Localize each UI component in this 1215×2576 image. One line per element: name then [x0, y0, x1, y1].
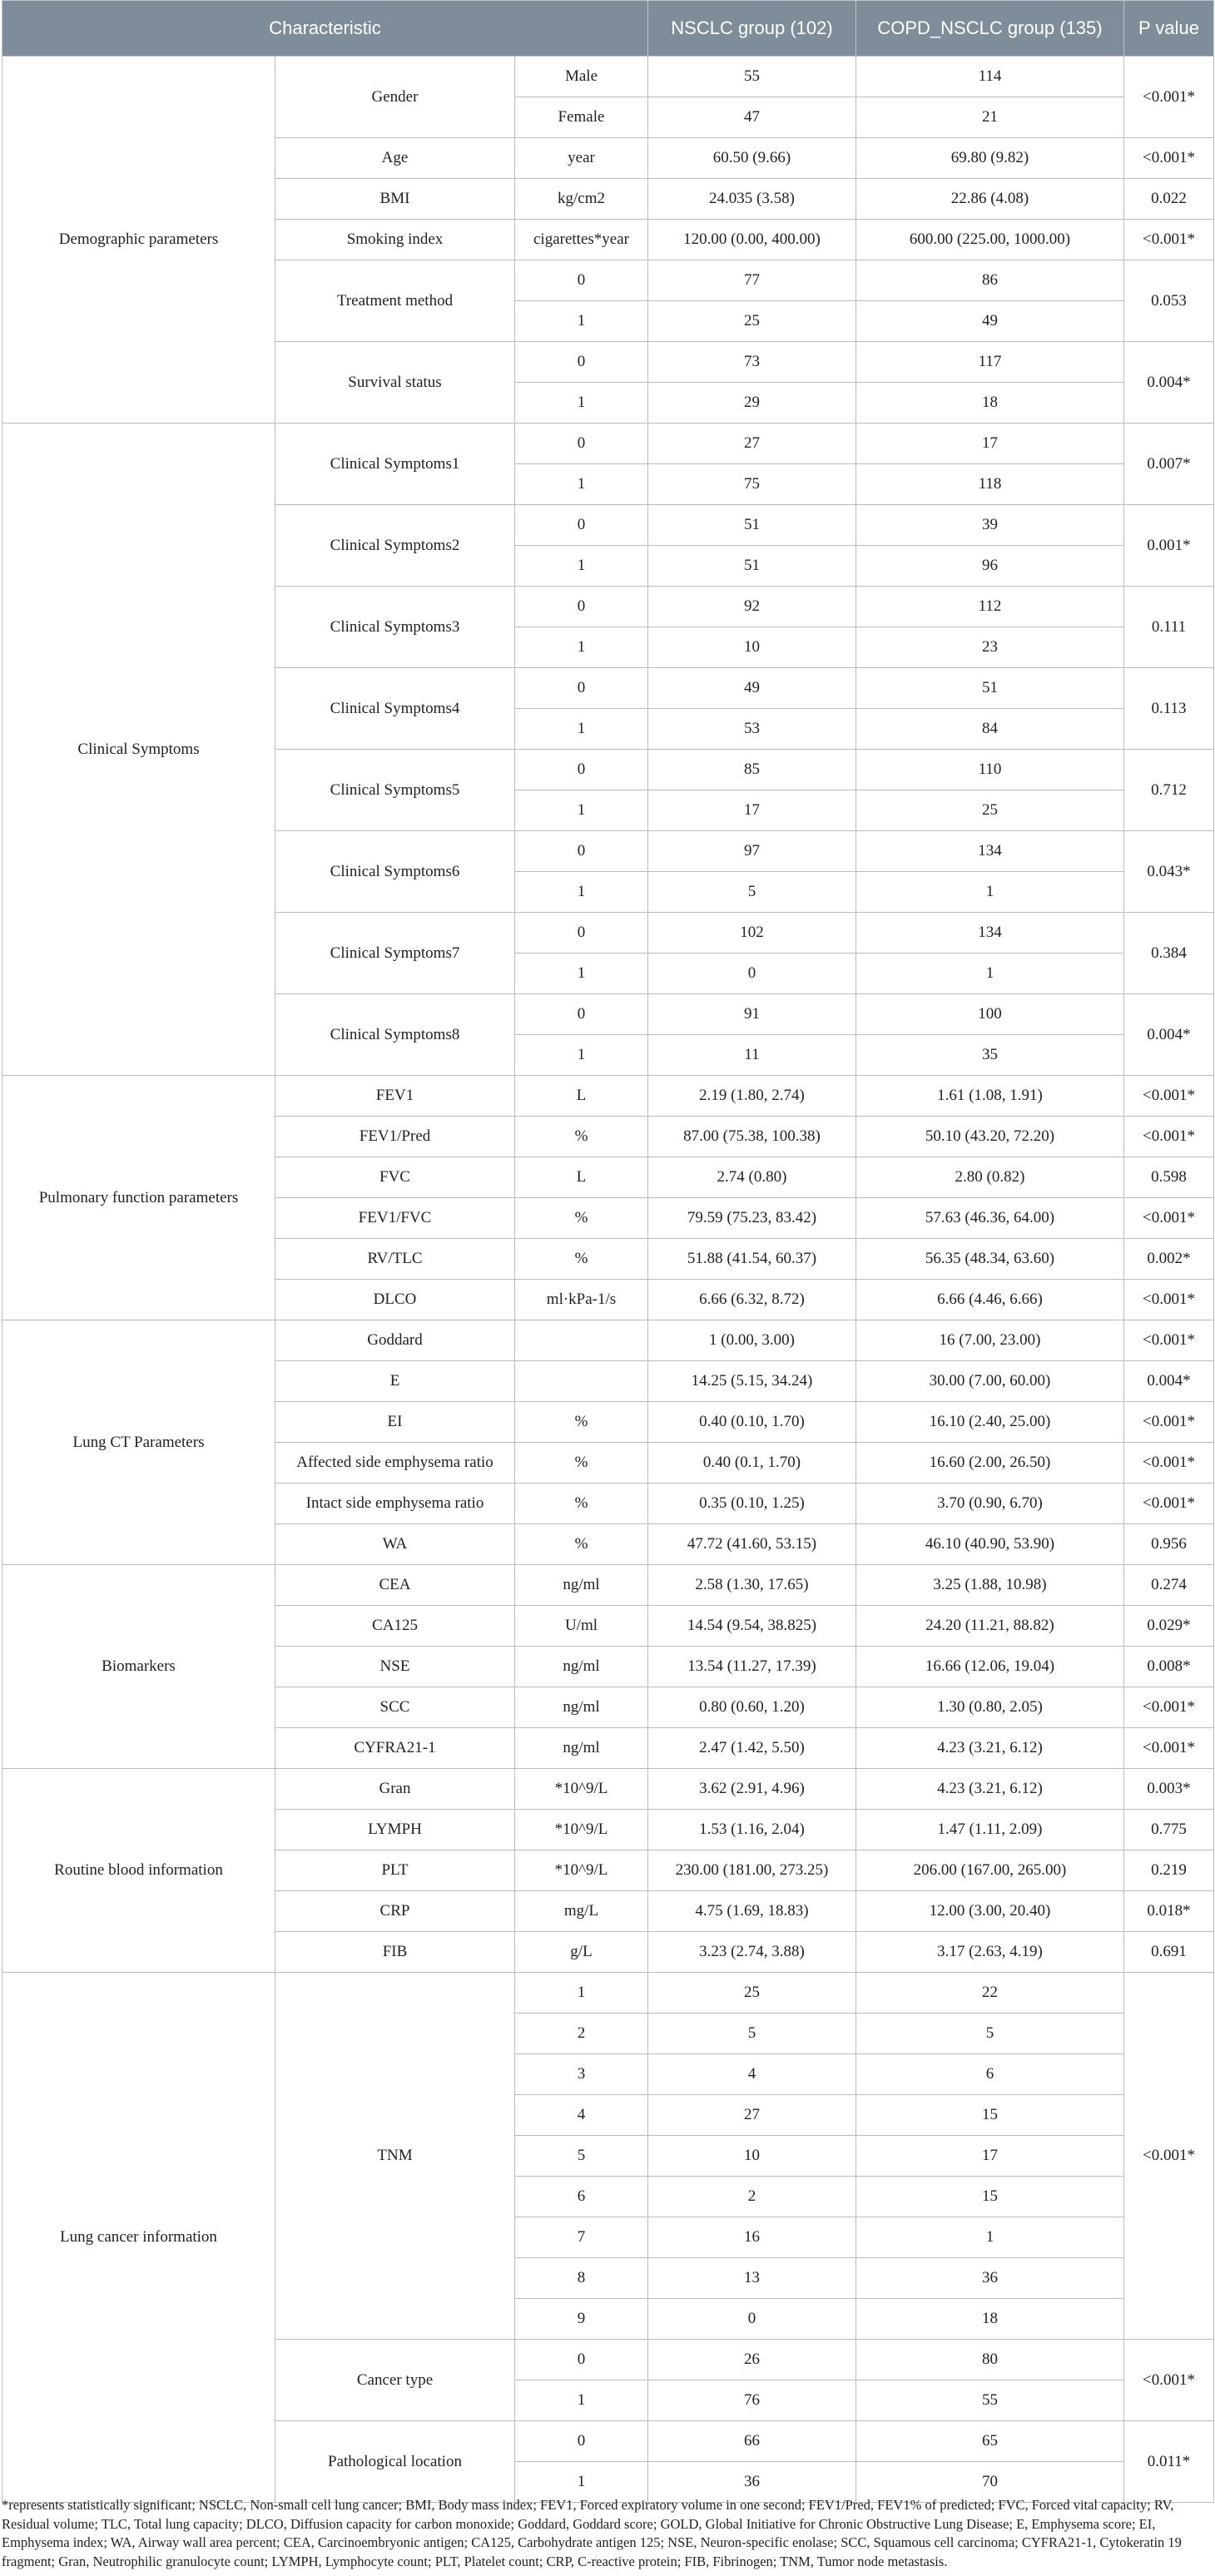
copd-nsclc-value: 112: [856, 587, 1124, 627]
group-name: Routine blood information: [2, 1769, 275, 1973]
p-value: 0.043*: [1124, 831, 1214, 913]
copd-nsclc-value: 5: [856, 2014, 1124, 2054]
characteristic-name: Smoking index: [275, 220, 515, 260]
group-name: Biomarkers: [2, 1565, 275, 1769]
p-value: 0.598: [1124, 1157, 1214, 1198]
unit-cell: ng/ml: [515, 1647, 648, 1687]
unit-cell: 3: [515, 2054, 648, 2095]
unit-cell: kg/cm2: [515, 179, 648, 220]
unit-cell: *10^9/L: [515, 1769, 648, 1810]
header-nsclc: NSCLC group (102): [648, 1, 856, 57]
copd-nsclc-value: 16 (7.00, 23.00): [856, 1320, 1124, 1361]
characteristic-name: Clinical Symptoms6: [275, 831, 515, 913]
characteristic-name: FVC: [275, 1157, 515, 1198]
nsclc-value: 14.25 (5.15, 34.24): [648, 1361, 856, 1402]
unit-cell: 1: [515, 1973, 648, 2014]
nsclc-value: 0: [648, 2299, 856, 2340]
nsclc-value: 2.74 (0.80): [648, 1157, 856, 1198]
copd-nsclc-value: 16.66 (12.06, 19.04): [856, 1647, 1124, 1687]
unit-cell: ng/ml: [515, 1728, 648, 1769]
nsclc-value: 51.88 (41.54, 60.37): [648, 1239, 856, 1280]
unit-cell: ml·kPa-1/s: [515, 1280, 648, 1320]
p-value: 0.053: [1124, 260, 1214, 342]
nsclc-value: 120.00 (0.00, 400.00): [648, 220, 856, 260]
characteristic-name: PLT: [275, 1850, 515, 1891]
copd-nsclc-value: 2.80 (0.82): [856, 1157, 1124, 1198]
characteristic-name: Pathological location: [275, 2421, 515, 2503]
unit-cell: %: [515, 1524, 648, 1565]
copd-nsclc-value: 51: [856, 668, 1124, 709]
unit-cell: ng/ml: [515, 1687, 648, 1728]
copd-nsclc-value: 30.00 (7.00, 60.00): [856, 1361, 1124, 1402]
table-row: [2, 1565, 1214, 1606]
copd-nsclc-value: 6: [856, 2054, 1124, 2095]
p-value: <0.001*: [1124, 1484, 1214, 1524]
nsclc-value: 77: [648, 260, 856, 301]
copd-nsclc-value: 46.10 (40.90, 53.90): [856, 1524, 1124, 1565]
unit-cell: g/L: [515, 1932, 648, 1973]
p-value: <0.001*: [1124, 138, 1214, 179]
p-value: 0.004*: [1124, 1361, 1214, 1402]
characteristic-name: FEV1/Pred: [275, 1117, 515, 1157]
characteristic-name: CRP: [275, 1891, 515, 1932]
characteristic-name: BMI: [275, 179, 515, 220]
characteristic-name: FIB: [275, 1932, 515, 1973]
unit-cell: 5: [515, 2136, 648, 2177]
copd-nsclc-value: 50.10 (43.20, 72.20): [856, 1117, 1124, 1157]
nsclc-value: 47.72 (41.60, 53.15): [648, 1524, 856, 1565]
unit-cell: 4: [515, 2095, 648, 2136]
unit-cell: %: [515, 1484, 648, 1524]
p-value: 0.007*: [1124, 424, 1214, 505]
characteristic-name: E: [275, 1361, 515, 1402]
unit-cell: 1: [515, 546, 648, 587]
nsclc-value: 29: [648, 383, 856, 424]
copd-nsclc-value: 23: [856, 627, 1124, 668]
copd-nsclc-value: 24.20 (11.21, 88.82): [856, 1606, 1124, 1647]
p-value: 0.004*: [1124, 342, 1214, 424]
characteristic-name: Goddard: [275, 1320, 515, 1361]
nsclc-value: 2.47 (1.42, 5.50): [648, 1728, 856, 1769]
copd-nsclc-value: 3.70 (0.90, 6.70): [856, 1484, 1124, 1524]
nsclc-value: 102: [648, 913, 856, 954]
copd-nsclc-value: 1: [856, 2217, 1124, 2258]
copd-nsclc-value: 15: [856, 2177, 1124, 2217]
group-name: Clinical Symptoms: [2, 424, 275, 1076]
nsclc-value: 51: [648, 546, 856, 587]
nsclc-value: 55: [648, 57, 856, 97]
copd-nsclc-value: 134: [856, 831, 1124, 872]
copd-nsclc-value: 55: [856, 2380, 1124, 2421]
p-value: 0.002*: [1124, 1239, 1214, 1280]
p-value: 0.018*: [1124, 1891, 1214, 1932]
copd-nsclc-value: 22.86 (4.08): [856, 179, 1124, 220]
unit-cell: 1: [515, 709, 648, 750]
characteristic-name: WA: [275, 1524, 515, 1565]
unit-cell: 1: [515, 872, 648, 913]
nsclc-value: 49: [648, 668, 856, 709]
p-value: 0.004*: [1124, 994, 1214, 1076]
characteristic-name: FEV1: [275, 1076, 515, 1117]
nsclc-value: 10: [648, 627, 856, 668]
characteristic-name: TNM: [275, 1973, 515, 2340]
copd-nsclc-value: 6.66 (4.46, 6.66): [856, 1280, 1124, 1320]
nsclc-value: 0.40 (0.10, 1.70): [648, 1402, 856, 1443]
unit-cell: 1: [515, 954, 648, 994]
table-row: [2, 1076, 1214, 1117]
characteristic-name: SCC: [275, 1687, 515, 1728]
p-value: <0.001*: [1124, 1076, 1214, 1117]
copd-nsclc-value: 3.17 (2.63, 4.19): [856, 1932, 1124, 1973]
characteristic-name: CEA: [275, 1565, 515, 1606]
unit-cell: mg/L: [515, 1891, 648, 1932]
unit-cell: 1: [515, 790, 648, 831]
copd-nsclc-value: 114: [856, 57, 1124, 97]
copd-nsclc-value: 1: [856, 954, 1124, 994]
unit-cell: 1: [515, 2380, 648, 2421]
unit-cell: 0: [515, 587, 648, 627]
nsclc-value: 3.23 (2.74, 3.88): [648, 1932, 856, 1973]
p-value: <0.001*: [1124, 1687, 1214, 1728]
copd-nsclc-value: 110: [856, 750, 1124, 790]
nsclc-value: 79.59 (75.23, 83.42): [648, 1198, 856, 1239]
p-value: 0.274: [1124, 1565, 1214, 1606]
p-value: 0.113: [1124, 668, 1214, 750]
table-footnote: *represents statistically significant; NSCLC, Non-small cell lung cancer; BMI, Body mass index; FEV1, Forced expiratory volume in one second; FEV1/Pred, FEV1% of predicted; FVC, Forced vital capacity; RV, Residual volume; TLC, Total lung capacity; DLCO, Diffusion capacity for carbon monoxide; Goddard, Goddard score; GOLD, Global Initiative for Chronic Obstructive Lung Disease; E, Emphysema score; EI, Emphysema index; WA, Airway wall area percent; CEA, Carcinoembryonic antigen; CA125, Carbohydrate antigen 125; NSE, Neuron-specific enolase; SCC, Squamous cell carcinoma; CYFRA21-1, Cytokeratin 19 fragment; Gran, Neutrophilic granulocyte count; LYMPH, Lymphocyte count; PLT, Platelet count; CRP, C-reactive protein; FIB, Fibrinogen; TNM, Tumor node metastasis.: [2, 2497, 1182, 2569]
header-p-value: P value: [1124, 1, 1214, 57]
copd-nsclc-value: 1.61 (1.08, 1.91): [856, 1076, 1124, 1117]
nsclc-value: 17: [648, 790, 856, 831]
copd-nsclc-value: 57.63 (46.36, 64.00): [856, 1198, 1124, 1239]
unit-cell: 1: [515, 2462, 648, 2503]
copd-nsclc-value: 4.23 (3.21, 6.12): [856, 1769, 1124, 1810]
table-row: [2, 1973, 1214, 2014]
copd-nsclc-value: 18: [856, 2299, 1124, 2340]
nsclc-value: 1 (0.00, 3.00): [648, 1320, 856, 1361]
unit-cell: %: [515, 1117, 648, 1157]
copd-nsclc-value: 69.80 (9.82): [856, 138, 1124, 179]
p-value: 0.219: [1124, 1850, 1214, 1891]
copd-nsclc-value: 35: [856, 1035, 1124, 1076]
p-value: <0.001*: [1124, 1280, 1214, 1320]
p-value: <0.001*: [1124, 1728, 1214, 1769]
copd-nsclc-value: 17: [856, 2136, 1124, 2177]
nsclc-value: 87.00 (75.38, 100.38): [648, 1117, 856, 1157]
p-value: 0.011*: [1124, 2421, 1214, 2503]
copd-nsclc-value: 100: [856, 994, 1124, 1035]
nsclc-value: 0.35 (0.10, 1.25): [648, 1484, 856, 1524]
characteristic-name: Clinical Symptoms3: [275, 587, 515, 668]
copd-nsclc-value: 70: [856, 2462, 1124, 2503]
unit-cell: %: [515, 1402, 648, 1443]
p-value: <0.001*: [1124, 57, 1214, 138]
nsclc-value: 60.50 (9.66): [648, 138, 856, 179]
nsclc-value: 2.58 (1.30, 17.65): [648, 1565, 856, 1606]
p-value: <0.001*: [1124, 1402, 1214, 1443]
characteristic-name: Gender: [275, 57, 515, 138]
copd-nsclc-value: 36: [856, 2258, 1124, 2299]
p-value: <0.001*: [1124, 1973, 1214, 2340]
unit-cell: 0: [515, 2340, 648, 2380]
characteristic-name: CYFRA21-1: [275, 1728, 515, 1769]
table-row: [2, 57, 1214, 97]
characteristic-name: Survival status: [275, 342, 515, 424]
nsclc-value: 97: [648, 831, 856, 872]
copd-nsclc-value: 12.00 (3.00, 20.40): [856, 1891, 1124, 1932]
characteristic-name: Clinical Symptoms7: [275, 913, 515, 994]
nsclc-value: 6.66 (6.32, 8.72): [648, 1280, 856, 1320]
unit-cell: 1: [515, 301, 648, 342]
group-name: Lung cancer information: [2, 1973, 275, 2503]
p-value: <0.001*: [1124, 1320, 1214, 1361]
header-row: [2, 1, 1214, 57]
unit-cell: 6: [515, 2177, 648, 2217]
copd-nsclc-value: 4.23 (3.21, 6.12): [856, 1728, 1124, 1769]
p-value: <0.001*: [1124, 220, 1214, 260]
group-name: Demographic parameters: [2, 57, 275, 424]
unit-cell: 8: [515, 2258, 648, 2299]
copd-nsclc-value: 49: [856, 301, 1124, 342]
table-body: [2, 57, 1214, 2503]
unit-cell: 0: [515, 505, 648, 546]
unit-cell: U/ml: [515, 1606, 648, 1647]
nsclc-value: 24.035 (3.58): [648, 179, 856, 220]
nsclc-value: 10: [648, 2136, 856, 2177]
copd-nsclc-value: 15: [856, 2095, 1124, 2136]
unit-cell: 0: [515, 260, 648, 301]
characteristic-name: DLCO: [275, 1280, 515, 1320]
characteristic-name: Clinical Symptoms8: [275, 994, 515, 1076]
p-value: 0.775: [1124, 1810, 1214, 1850]
table-row: [2, 424, 1214, 464]
characteristic-name: FEV1/FVC: [275, 1198, 515, 1239]
nsclc-value: 91: [648, 994, 856, 1035]
copd-nsclc-value: 3.25 (1.88, 10.98): [856, 1565, 1124, 1606]
characteristic-name: Intact side emphysema ratio: [275, 1484, 515, 1524]
unit-cell: 1: [515, 464, 648, 505]
nsclc-value: 2: [648, 2177, 856, 2217]
characteristic-name: CA125: [275, 1606, 515, 1647]
unit-cell: %: [515, 1443, 648, 1484]
p-value: <0.001*: [1124, 1117, 1214, 1157]
unit-cell: *10^9/L: [515, 1810, 648, 1850]
nsclc-value: 230.00 (181.00, 273.25): [648, 1850, 856, 1891]
characteristic-name: RV/TLC: [275, 1239, 515, 1280]
nsclc-value: 0: [648, 954, 856, 994]
unit-cell: 1: [515, 627, 648, 668]
nsclc-value: 25: [648, 1973, 856, 2014]
copd-nsclc-value: 16.10 (2.40, 25.00): [856, 1402, 1124, 1443]
nsclc-value: 47: [648, 97, 856, 138]
unit-cell: L: [515, 1157, 648, 1198]
characteristic-name: NSE: [275, 1647, 515, 1687]
unit-cell: 1: [515, 1035, 648, 1076]
nsclc-value: 16: [648, 2217, 856, 2258]
p-value: 0.712: [1124, 750, 1214, 831]
group-name: Lung CT Parameters: [2, 1320, 275, 1565]
unit-cell: Male: [515, 57, 648, 97]
copd-nsclc-value: 600.00 (225.00, 1000.00): [856, 220, 1124, 260]
nsclc-value: 85: [648, 750, 856, 790]
copd-nsclc-value: 22: [856, 1973, 1124, 2014]
p-value: 0.003*: [1124, 1769, 1214, 1810]
nsclc-value: 76: [648, 2380, 856, 2421]
nsclc-value: 11: [648, 1035, 856, 1076]
copd-nsclc-value: 39: [856, 505, 1124, 546]
p-value: <0.001*: [1124, 1198, 1214, 1239]
copd-nsclc-value: 134: [856, 913, 1124, 954]
copd-nsclc-value: 96: [856, 546, 1124, 587]
nsclc-value: 73: [648, 342, 856, 383]
characteristic-name: Cancer type: [275, 2340, 515, 2421]
unit-cell: 0: [515, 913, 648, 954]
characteristic-name: Clinical Symptoms4: [275, 668, 515, 750]
nsclc-value: 2.19 (1.80, 2.74): [648, 1076, 856, 1117]
header-characteristic: Characteristic: [2, 1, 648, 57]
unit-cell: L: [515, 1076, 648, 1117]
nsclc-value: 53: [648, 709, 856, 750]
characteristics-table: [2, 0, 1214, 2503]
nsclc-value: 0.40 (0.1, 1.70): [648, 1443, 856, 1484]
unit-cell: 1: [515, 383, 648, 424]
nsclc-value: 75: [648, 464, 856, 505]
copd-nsclc-value: 17: [856, 424, 1124, 464]
unit-cell: [515, 1320, 648, 1361]
unit-cell: %: [515, 1239, 648, 1280]
p-value: 0.022: [1124, 179, 1214, 220]
unit-cell: 0: [515, 668, 648, 709]
nsclc-value: 13: [648, 2258, 856, 2299]
copd-nsclc-value: 86: [856, 260, 1124, 301]
nsclc-value: 4: [648, 2054, 856, 2095]
p-value: 0.029*: [1124, 1606, 1214, 1647]
unit-cell: 9: [515, 2299, 648, 2340]
characteristic-name: Age: [275, 138, 515, 179]
nsclc-value: 14.54 (9.54, 38.825): [648, 1606, 856, 1647]
nsclc-value: 51: [648, 505, 856, 546]
copd-nsclc-value: 118: [856, 464, 1124, 505]
unit-cell: 0: [515, 2421, 648, 2462]
unit-cell: 7: [515, 2217, 648, 2258]
unit-cell: %: [515, 1198, 648, 1239]
copd-nsclc-value: 206.00 (167.00, 265.00): [856, 1850, 1124, 1891]
nsclc-value: 27: [648, 424, 856, 464]
nsclc-value: 92: [648, 587, 856, 627]
p-value: 0.384: [1124, 913, 1214, 994]
characteristic-name: Clinical Symptoms1: [275, 424, 515, 505]
p-value: 0.956: [1124, 1524, 1214, 1565]
copd-nsclc-value: 16.60 (2.00, 26.50): [856, 1443, 1124, 1484]
copd-nsclc-value: 21: [856, 97, 1124, 138]
copd-nsclc-value: 1.30 (0.80, 2.05): [856, 1687, 1124, 1728]
unit-cell: 2: [515, 2014, 648, 2054]
p-value: 0.008*: [1124, 1647, 1214, 1687]
unit-cell: ng/ml: [515, 1565, 648, 1606]
copd-nsclc-value: 18: [856, 383, 1124, 424]
nsclc-value: 5: [648, 2014, 856, 2054]
characteristic-name: Gran: [275, 1769, 515, 1810]
p-value: <0.001*: [1124, 2340, 1214, 2421]
copd-nsclc-value: 25: [856, 790, 1124, 831]
nsclc-value: 5: [648, 872, 856, 913]
nsclc-value: 0.80 (0.60, 1.20): [648, 1687, 856, 1728]
copd-nsclc-value: 56.35 (48.34, 63.60): [856, 1239, 1124, 1280]
copd-nsclc-value: 65: [856, 2421, 1124, 2462]
p-value: 0.001*: [1124, 505, 1214, 587]
characteristic-name: EI: [275, 1402, 515, 1443]
unit-cell: [515, 1361, 648, 1402]
unit-cell: 0: [515, 342, 648, 383]
unit-cell: cigarettes*year: [515, 220, 648, 260]
group-name: Pulmonary function parameters: [2, 1076, 275, 1320]
characteristic-name: Clinical Symptoms5: [275, 750, 515, 831]
copd-nsclc-value: 117: [856, 342, 1124, 383]
copd-nsclc-value: 1: [856, 872, 1124, 913]
nsclc-value: 26: [648, 2340, 856, 2380]
table-row: [2, 1320, 1214, 1361]
nsclc-value: 27: [648, 2095, 856, 2136]
unit-cell: 0: [515, 750, 648, 790]
copd-nsclc-value: 1.47 (1.11, 2.09): [856, 1810, 1124, 1850]
nsclc-value: 66: [648, 2421, 856, 2462]
nsclc-value: 4.75 (1.69, 18.83): [648, 1891, 856, 1932]
copd-nsclc-value: 84: [856, 709, 1124, 750]
unit-cell: Female: [515, 97, 648, 138]
p-value: 0.691: [1124, 1932, 1214, 1973]
characteristic-name: LYMPH: [275, 1810, 515, 1850]
characteristic-name: Treatment method: [275, 260, 515, 342]
unit-cell: *10^9/L: [515, 1850, 648, 1891]
characteristic-name: Clinical Symptoms2: [275, 505, 515, 587]
table-row: [2, 1769, 1214, 1810]
p-value: <0.001*: [1124, 1443, 1214, 1484]
unit-cell: 0: [515, 831, 648, 872]
unit-cell: year: [515, 138, 648, 179]
p-value: 0.111: [1124, 587, 1214, 668]
nsclc-value: 36: [648, 2462, 856, 2503]
characteristic-name: Affected side emphysema ratio: [275, 1443, 515, 1484]
nsclc-value: 25: [648, 301, 856, 342]
copd-nsclc-value: 80: [856, 2340, 1124, 2380]
nsclc-value: 1.53 (1.16, 2.04): [648, 1810, 856, 1850]
header-copd-nsclc: COPD_NSCLC group (135): [856, 1, 1124, 57]
nsclc-value: 3.62 (2.91, 4.96): [648, 1769, 856, 1810]
nsclc-value: 13.54 (11.27, 17.39): [648, 1647, 856, 1687]
unit-cell: 0: [515, 994, 648, 1035]
unit-cell: 0: [515, 424, 648, 464]
table-wrapper: [2, 0, 1213, 2503]
